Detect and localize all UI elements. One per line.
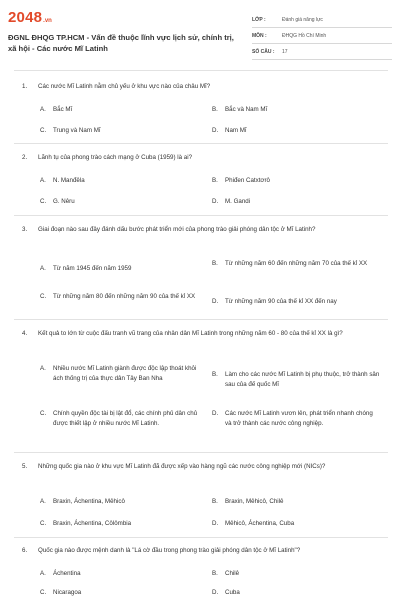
question-6-option-d[interactable]: [212, 588, 382, 598]
option-letter: A.: [40, 498, 46, 505]
question-3-option-d[interactable]: [212, 297, 382, 307]
divider: [14, 452, 388, 453]
option-text: Nhiều nước Mĩ Latinh giành được độc lập thoát khỏi ách thống trị của thực dân Tây Ban Nha: [53, 365, 197, 382]
option-text: Braxin, Mêhicô, Chilê: [225, 498, 284, 505]
option-letter: D.: [212, 127, 219, 134]
question-1-option-a[interactable]: [40, 105, 200, 115]
question-text: Lãnh tụ của phong trào cách mạng ở Cuba (1959) là ai?: [38, 154, 193, 161]
option-letter: C.: [40, 589, 47, 596]
question-5-option-d[interactable]: [212, 519, 382, 529]
option-text: Bắc và Nam Mĩ: [225, 106, 268, 113]
option-letter: D.: [212, 589, 219, 596]
divider: [14, 215, 388, 216]
option-letter: D.: [212, 410, 219, 417]
option-letter: C.: [40, 410, 47, 417]
option-text: Chilê: [225, 570, 240, 577]
question-5-option-c[interactable]: [40, 519, 200, 529]
question-4-stem: [22, 329, 382, 340]
option-text: Trung và Nam Mĩ: [53, 127, 101, 134]
question-6-option-c[interactable]: [40, 588, 200, 598]
option-letter: A.: [40, 365, 46, 372]
option-text: Cuba: [225, 589, 240, 596]
meta-table: [252, 12, 392, 60]
question-3-option-b[interactable]: [212, 259, 380, 269]
question-3-option-c[interactable]: [40, 292, 200, 302]
question-4-option-d[interactable]: [212, 409, 380, 429]
logo-text: 2048: [8, 9, 43, 26]
option-text: Nam Mĩ: [225, 127, 247, 134]
meta-label: MÔN :: [252, 32, 267, 39]
meta-value: ĐHQG Hồ Chí Minh: [282, 32, 327, 39]
option-text: Các nước Mĩ Latinh vươn lên, phát triển nhanh chóng và trở thành các nước công nghiệp.: [225, 410, 373, 427]
divider: [14, 143, 388, 144]
question-2-option-c[interactable]: [40, 197, 200, 207]
option-letter: A.: [40, 177, 46, 184]
question-2-option-a[interactable]: [40, 176, 200, 186]
option-letter: B.: [212, 371, 218, 378]
question-number: 6.: [22, 547, 28, 554]
question-6-option-a[interactable]: [40, 569, 200, 579]
meta-label: LỚP :: [252, 16, 266, 23]
question-4-option-c[interactable]: [40, 409, 200, 429]
meta-value: Đánh giá năng lực: [282, 16, 323, 23]
option-letter: A.: [40, 106, 46, 113]
question-6-stem: [22, 546, 384, 557]
site-logo[interactable]: [8, 9, 52, 26]
option-letter: D.: [212, 198, 219, 205]
option-letter: C.: [40, 198, 47, 205]
question-1-option-b[interactable]: [212, 105, 382, 115]
question-number: 2.: [22, 154, 28, 161]
document-title: ĐGNL ĐHQG TP.HCM - Vấn đề thuộc lĩnh vực lịch sử, chính trị, xã hội - Các nước Mĩ Latinh: [8, 33, 234, 53]
question-4-option-b[interactable]: [212, 370, 380, 390]
option-text: Từ những năm 80 đến những năm 90 của thế kỉ XX: [53, 293, 196, 300]
question-text: Quốc gia nào được mệnh danh là "Lá cờ đầu trong phong trào giải phóng dân tộc ở Mĩ Latinh"?: [38, 547, 301, 554]
logo-domain: .vn: [43, 18, 52, 24]
question-text: Các nước Mĩ Latinh nằm chủ yếu ở khu vực nào của châu Mĩ?: [38, 83, 211, 90]
question-3-stem: [22, 225, 382, 236]
option-letter: C.: [40, 293, 47, 300]
option-letter: D.: [212, 520, 219, 527]
option-letter: C.: [40, 520, 47, 527]
option-letter: C.: [40, 127, 47, 134]
option-letter: B.: [212, 260, 218, 267]
option-text: Phiđen Catxtơrô: [225, 177, 270, 184]
question-2-stem: [22, 153, 382, 164]
option-letter: B.: [212, 177, 218, 184]
option-text: Làm cho các nước Mĩ Latinh bị phụ thuộc, trở thành sân sau của đế quốc Mĩ: [225, 371, 380, 388]
meta-label: SỐ CÂU :: [252, 48, 275, 55]
divider: [14, 319, 388, 320]
option-letter: B.: [212, 106, 218, 113]
option-letter: A.: [40, 265, 46, 272]
question-3-option-a[interactable]: [40, 264, 200, 274]
option-text: N. Manđêla: [53, 177, 85, 184]
option-letter: B.: [212, 570, 218, 577]
option-text: Chính quyền độc tài bị lật đổ, các chính phủ dân chủ được thiết lập ở nhiều nước Mĩ Latinh.: [53, 410, 198, 427]
question-2-option-d[interactable]: [212, 197, 382, 207]
option-text: Mêhicô, Áchentina, Cuba: [225, 520, 295, 527]
question-5-stem: [22, 462, 382, 473]
document-header: [0, 0, 400, 64]
option-text: G. Nêru: [53, 198, 75, 205]
question-text: Những quốc gia nào ở khu vực Mĩ Latinh đã được xếp vào hàng ngũ các nước công nghiệp mới (NICs)?: [38, 463, 326, 470]
question-6-option-b[interactable]: [212, 569, 382, 579]
option-text: Braxin, Áchentina, Mêhicô: [53, 498, 125, 505]
question-number: 5.: [22, 463, 28, 470]
question-1-option-c[interactable]: [40, 126, 200, 136]
question-4-option-a[interactable]: [40, 364, 200, 384]
question-2-option-b[interactable]: [212, 176, 382, 186]
option-text: Nicaragoa: [53, 589, 82, 596]
option-letter: A.: [40, 570, 46, 577]
option-text: Braxin, Áchentina, Côlômbia: [53, 520, 132, 527]
option-text: Từ những năm 60 đến những năm 70 của thế kỉ XX: [225, 260, 368, 267]
meta-row-count: [252, 44, 392, 60]
option-text: Từ những năm 90 của thế kỉ XX đến nay: [225, 298, 337, 305]
question-text: Giai đoạn nào sau đây đánh dấu bước phát triển mới của phong trào giải phóng dân tộc ở Mĩ Latinh?: [38, 226, 316, 233]
question-1-stem: [22, 82, 382, 93]
option-text: Bắc Mĩ: [53, 106, 73, 113]
question-5-option-a[interactable]: [40, 497, 200, 507]
divider: [14, 70, 388, 71]
meta-value: 17: [282, 48, 288, 55]
question-number: 1.: [22, 83, 28, 90]
question-text: Kết quả to lớn từ cuộc đấu tranh vũ trang của nhân dân Mĩ Latinh trong những năm 60 - 80 của thế kỉ XX là gì?: [38, 330, 343, 337]
meta-row-subject: [252, 28, 392, 44]
question-number: 3.: [22, 226, 28, 233]
meta-row-class: [252, 12, 392, 28]
question-1-option-d[interactable]: [212, 126, 382, 136]
question-number: 4.: [22, 330, 28, 337]
question-5-option-b[interactable]: [212, 497, 382, 507]
option-text: Áchentina: [53, 570, 81, 577]
option-letter: D.: [212, 298, 219, 305]
option-text: Từ năm 1945 đến năm 1959: [53, 265, 132, 272]
option-letter: B.: [212, 498, 218, 505]
divider: [14, 537, 388, 538]
option-text: M. Gandi: [225, 198, 251, 205]
